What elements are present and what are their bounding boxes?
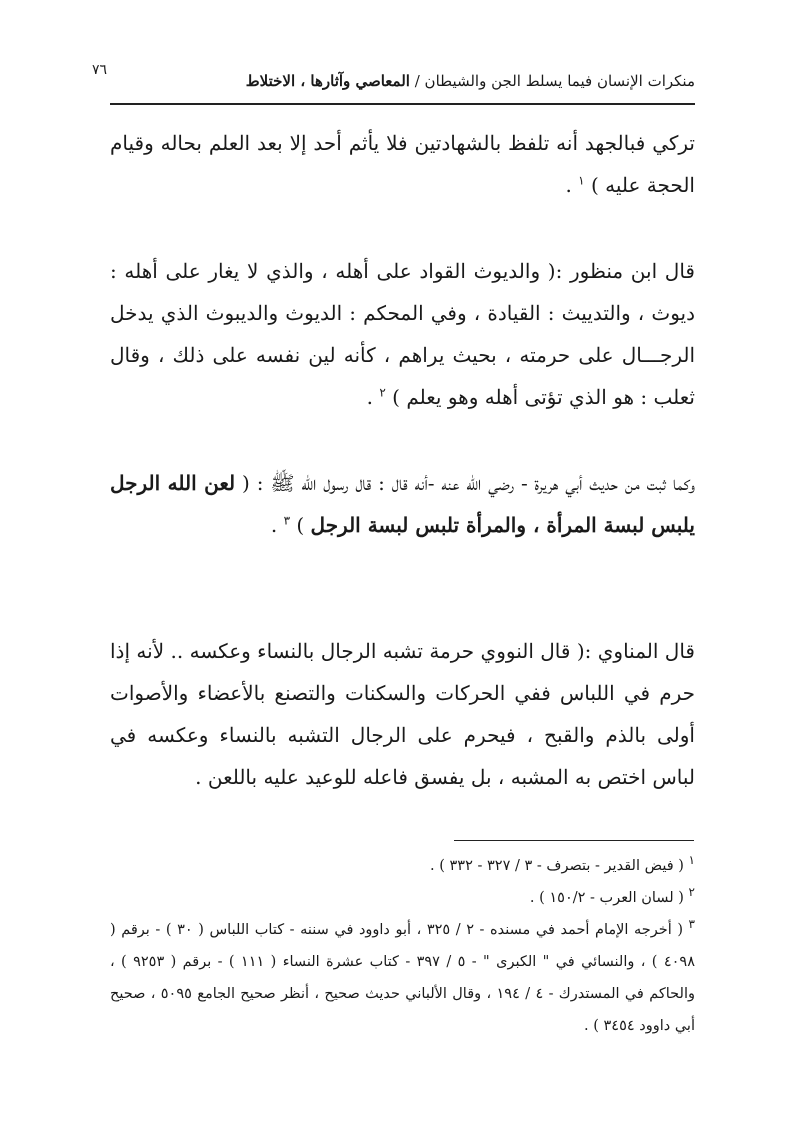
paragraph-text: تركي فبالجهد أنه تلفظ بالشهادتين فلا يأثم أحد إلا بعد العلم بحاله وقيام الحجة عليه ): [110, 131, 695, 197]
footnote-1: [110, 850, 695, 882]
footnote-ref-2[interactable]: ٢: [379, 385, 386, 400]
paragraph-text: ): [296, 513, 305, 537]
header-rule: [110, 103, 695, 105]
paragraph-3: [110, 462, 695, 546]
section-title: المعاصي وآثارها ، الاختلاط: [245, 72, 410, 90]
paragraph-2: [110, 250, 695, 418]
footnote-3: [110, 914, 695, 1042]
footnote-text: ( فيض القدير - بتصرف - ٣ / ٣٢٧ - ٣٣٢ ) .: [430, 858, 689, 874]
footnote-ref-3[interactable]: ٣: [283, 513, 291, 528]
hadith-quote: لعن الله الرجل يلبس لبسة المرأة ، والمرأة تلبس لبسة الرجل: [110, 471, 695, 537]
paragraph-text: قال ابن منظور :( والديوث القواد على أهله ، والذي لا يغار على أهله : ديوث ، والتدييث : القيادة ، وفي المحكم : الديوث والديبوث الذي يدخل الرجـــال على حرمته ، بحيث يراهم ، كأنه لين نفسه على ذلك ، وقال ثعلب : هو الذي تؤتى أهله وهو يعلم ): [110, 259, 695, 409]
paragraph-tail: .: [565, 173, 579, 197]
paragraph-4: [110, 630, 695, 798]
footnote-ref-1[interactable]: ١: [578, 173, 585, 188]
footnote-number: ١: [688, 853, 695, 868]
running-header: [110, 72, 695, 90]
footnote-separator: [454, 840, 694, 841]
footnote-number: ٣: [688, 917, 695, 932]
footnote-text: ( لسان العرب - ١٥٠/٢ ) .: [529, 890, 689, 906]
footnote-2: [110, 882, 695, 914]
footnote-text: ( أخرجه الإمام أحمد في مسنده - ٢ / ٣٢٥ ، أبو داوود في سننه - كتاب اللباس ( ٣٠ ) - برقم ( ٤٠٩٨ ) ، والنسائي في " الكبرى " - ٥ / ٣٩٧ - كتاب عشرة النساء ( ١١١ ) - برقم ( ٩٢٥٣ ) ، والحاكم في المستدرك - ٤ / ١٩٤ ، وقال الألباني حديث صحيح ، أنظر صحيح الجامع ٥٠٩٥ ، صحيح أبي داوود ٣٤٥٤ ) .: [110, 922, 695, 1034]
footnotes: [110, 850, 695, 1042]
paragraph-tail: .: [366, 385, 380, 409]
paragraph-1: [110, 122, 695, 206]
book-title: منكرات الإنسان فيما يسلط الجن والشيطان /: [414, 72, 695, 90]
paragraph-text: وكما ثبت من حديث أبي هريرة - رضي الله عنه -أنه قال : قال رسول الله ﷺ : (: [242, 471, 696, 495]
paragraph-text: قال المناوي :( قال النووي حرمة تشبه الرجال بالنساء وعكسه .. لأنه إذا حرم في اللباس ففي الحركات والسكنات والتصنع بالأعضاء والأصوات أولى بالذم والقبح ، فيحرم على الرجال التشبه بالنساء وعكسه في لباس اختص به المشبه ، بل يفسق فاعله للوعيد عليه باللعن .: [110, 639, 695, 789]
paragraph-tail: .: [270, 513, 284, 537]
page-number: ٧٦: [92, 62, 108, 78]
footnote-number: ٢: [688, 885, 695, 900]
